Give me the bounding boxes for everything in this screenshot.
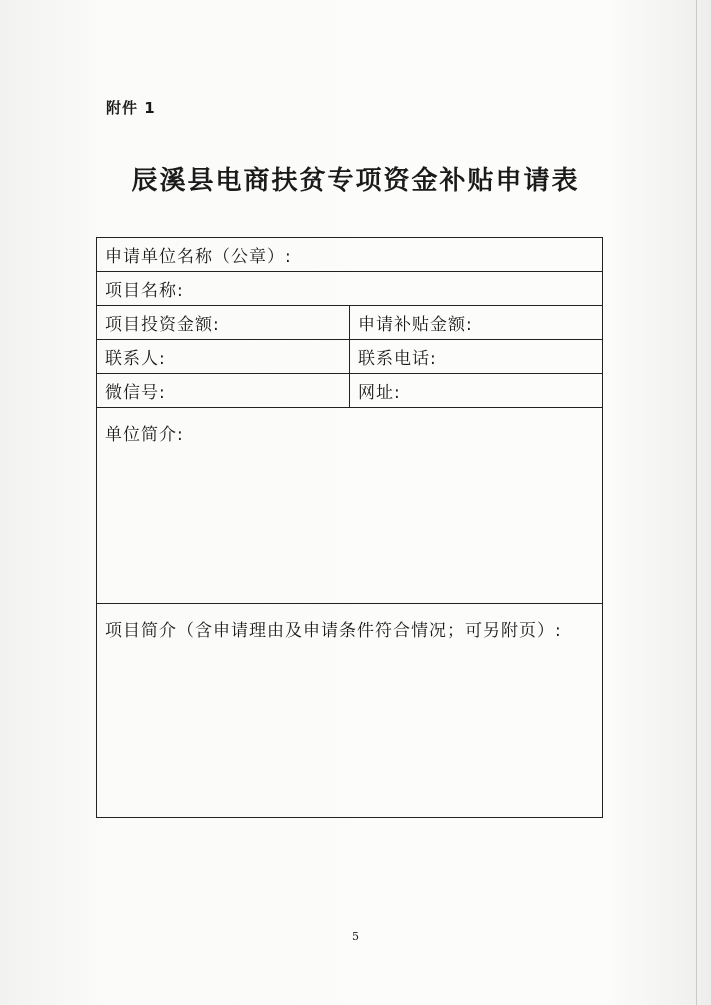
field-project-intro[interactable]: 项目简介（含申请理由及申请条件符合情况；可另附页）: <box>97 604 603 818</box>
field-subsidy-amount[interactable]: 申请补贴金额: <box>350 306 603 340</box>
document-title: 辰溪县电商扶贫专项资金补贴申请表 <box>131 166 580 196</box>
field-contact-phone[interactable]: 联系电话: <box>350 340 603 374</box>
row-unit-intro <box>97 408 603 604</box>
field-project-investment[interactable]: 项目投资金额: <box>97 306 350 340</box>
page-edge-line <box>696 0 697 1005</box>
field-unit-intro[interactable]: 单位简介: <box>97 408 603 604</box>
field-contact-person[interactable]: 联系人: <box>97 340 350 374</box>
row-amounts <box>97 306 603 340</box>
page-number: 5 <box>352 930 359 943</box>
field-project-name[interactable]: 项目名称: <box>97 272 603 306</box>
row-applicant-unit <box>97 238 603 272</box>
row-project-intro <box>97 604 603 818</box>
row-contacts <box>97 340 603 374</box>
field-wechat[interactable]: 微信号: <box>97 374 350 408</box>
field-website[interactable]: 网址: <box>350 374 603 408</box>
field-applicant-unit[interactable]: 申请单位名称（公章）: <box>97 238 603 272</box>
application-form-table <box>96 237 603 818</box>
row-online <box>97 374 603 408</box>
attachment-label: 附件 1 <box>106 99 156 117</box>
row-project-name <box>97 272 603 306</box>
